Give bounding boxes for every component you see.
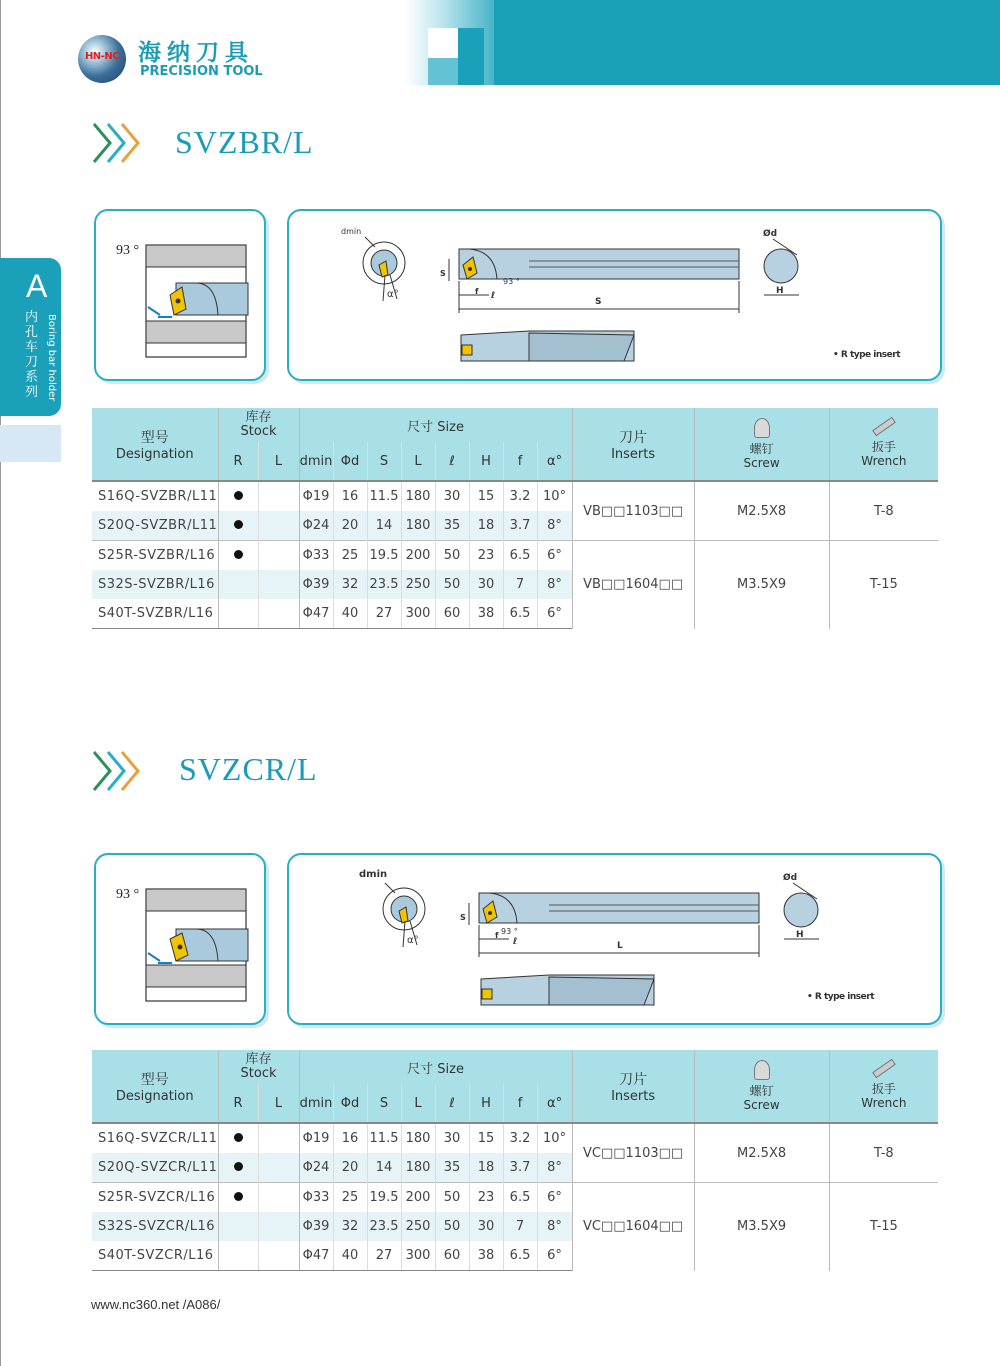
angle93-label: 93 ° <box>503 277 520 286</box>
insert-type-note: • R type insert <box>807 992 874 1002</box>
table-row: S25R-SVZBR/L16 Φ33 25 19.5 200 50 23 6.5 6° VB□□1604□□ M3.5X9 T-15 <box>92 541 938 571</box>
od-label: Ød <box>783 873 798 883</box>
alpha-col-header: α° <box>537 442 572 481</box>
footer-url[interactable]: www.nc360.net /A086/ <box>91 1297 221 1312</box>
h-col-header: H <box>469 442 503 481</box>
s-dim-label: S <box>460 913 466 922</box>
wrench-code: T-15 <box>829 541 938 629</box>
spec-table <box>92 1050 938 1271</box>
side-tab-strip <box>0 425 61 462</box>
insert-code: VB□□1103□□ <box>572 481 694 541</box>
stock-dot <box>234 520 243 529</box>
chevron-arrows-icon <box>90 748 146 794</box>
designation-header: 型号 Designation <box>92 408 218 481</box>
d-col-header: Φd <box>333 1084 367 1123</box>
cutting-angle-figure <box>94 853 266 1025</box>
table-row: S16Q-SVZBR/L11 Φ19 16 11.5 180 30 15 3.2 10° VB□□1103□□ M2.5X8 T-8 <box>92 481 938 511</box>
screw-header: 螺钉 Screw <box>694 408 829 481</box>
wrench-code: T-8 <box>829 481 938 541</box>
side-tab-cn: 内孔车刀系列 <box>25 310 39 400</box>
f-dim-label: f <box>475 287 479 296</box>
f-dim-label: f <box>495 931 499 940</box>
screw-code: M2.5X8 <box>694 481 829 541</box>
ell-dim-label: ℓ <box>491 291 496 301</box>
l-col-header: L <box>258 1084 299 1123</box>
header-bar <box>494 0 1000 85</box>
length-col-header: L <box>401 1084 435 1123</box>
f-col-header: f <box>503 1084 537 1123</box>
angle93-label: 93 ° <box>501 927 518 936</box>
l-col-header: L <box>258 442 299 481</box>
stock-dot <box>234 1192 243 1201</box>
section-title: SVZCR/L <box>179 751 318 787</box>
screw-code: M3.5X9 <box>694 541 829 629</box>
table-row: S40T-SVZCR/L16 Φ47 40 27 300 60 38 6.5 6° <box>92 1241 938 1271</box>
h-col-header: H <box>469 1084 503 1123</box>
header-square-decor <box>428 58 458 85</box>
dmin-col-header: dmin <box>299 1084 333 1123</box>
table-row: S32S-SVZBR/L16 Φ39 32 23.5 250 50 30 7 8° <box>92 570 938 599</box>
screw-code: M3.5X9 <box>694 1183 829 1271</box>
ell-dim-label: ℓ <box>513 937 518 947</box>
header-square-decor <box>428 28 458 58</box>
stock-dot <box>234 491 243 500</box>
r-col-header: R <box>218 1084 258 1123</box>
r-col-header: R <box>218 442 258 481</box>
f-col-header: f <box>503 442 537 481</box>
alpha-label: α° <box>407 935 419 946</box>
insert-type-note: • R type insert <box>833 350 900 360</box>
wrench-header: 扳手 Wrench <box>829 1050 938 1123</box>
stock-header: 库存 Stock <box>218 408 299 442</box>
cutting-angle-label: 93 ° <box>116 887 140 902</box>
length-dim-label: L <box>617 941 623 951</box>
od-label: Ød <box>763 229 778 239</box>
table-row: S25R-SVZCR/L16 Φ33 25 19.5 200 50 23 6.5 6° VC□□1604□□ M3.5X9 T-15 <box>92 1183 938 1213</box>
brand-logo-globe <box>78 35 126 83</box>
screw-code: M2.5X8 <box>694 1123 829 1183</box>
d-col-header: Φd <box>333 442 367 481</box>
wrench-code: T-8 <box>829 1123 938 1183</box>
inserts-header: 刀片 Inserts <box>572 408 694 481</box>
brand-name-cn: 海纳刀具 <box>138 40 254 66</box>
section-title: SVZBR/L <box>175 124 314 160</box>
designation-header: 型号 Designation <box>92 1050 218 1123</box>
brand-badge: HN-NC <box>84 51 120 62</box>
cutting-angle-label: 93 ° <box>116 243 140 258</box>
insert-code: VC□□1103□□ <box>572 1123 694 1183</box>
side-tab-letter: A <box>26 268 48 304</box>
header-square-decor <box>458 28 484 85</box>
inserts-header: 刀片 Inserts <box>572 1050 694 1123</box>
dmin-label: dmin <box>359 869 388 880</box>
table-row: S20Q-SVZBR/L11 Φ24 20 14 180 35 18 3.7 8° <box>92 511 938 541</box>
screw-icon <box>754 418 770 438</box>
dmin-col-header: dmin <box>299 442 333 481</box>
spec-table <box>92 408 938 629</box>
dimension-drawing <box>287 853 942 1025</box>
s-col-header: S <box>367 1084 401 1123</box>
side-category-tab[interactable] <box>0 258 61 416</box>
wrench-icon <box>872 1058 896 1078</box>
ell-col-header: ℓ <box>435 1084 469 1123</box>
s-col-header: S <box>367 442 401 481</box>
table-row: S32S-SVZCR/L16 Φ39 32 23.5 250 50 30 7 8° <box>92 1212 938 1241</box>
stock-dot <box>234 1133 243 1142</box>
size-header: 尺寸 Size <box>299 408 572 442</box>
wrench-icon <box>872 416 896 435</box>
table-row: S16Q-SVZCR/L11 Φ19 16 11.5 180 30 15 3.2 10° VC□□1103□□ M2.5X8 T-8 <box>92 1123 938 1153</box>
screw-icon <box>754 1060 770 1080</box>
dmin-label: dmin <box>341 227 362 236</box>
table-row: S40T-SVZBR/L16 Φ47 40 27 300 60 38 6.5 6° <box>92 599 938 629</box>
stock-header: 库存 Stock <box>218 1050 299 1084</box>
dimension-drawing <box>287 209 942 381</box>
side-tab-en: Boring bar holder <box>46 314 57 402</box>
ell-col-header: ℓ <box>435 442 469 481</box>
length-dim-label: S <box>595 297 602 307</box>
stock-dot <box>234 1162 243 1171</box>
alpha-label: α° <box>387 289 399 300</box>
stock-dot <box>234 550 243 559</box>
chevron-arrows-icon <box>90 120 146 166</box>
alpha-col-header: α° <box>537 1084 572 1123</box>
table-row: S20Q-SVZCR/L11 Φ24 20 14 180 35 18 3.7 8° <box>92 1153 938 1183</box>
insert-code: VC□□1604□□ <box>572 1183 694 1271</box>
cutting-angle-figure <box>94 209 266 381</box>
size-header: 尺寸 Size <box>299 1050 572 1084</box>
screw-header: 螺钉 Screw <box>694 1050 829 1123</box>
wrench-header: 扳手 Wrench <box>829 408 938 481</box>
s-dim-label: S <box>440 269 446 278</box>
page-edge <box>0 0 1 1366</box>
h-dim-label: H <box>796 930 804 940</box>
brand-name-en: PRECISION TOOL <box>140 64 263 79</box>
h-dim-label: H <box>776 286 784 296</box>
wrench-code: T-15 <box>829 1183 938 1271</box>
insert-code: VB□□1604□□ <box>572 541 694 629</box>
length-col-header: L <box>401 442 435 481</box>
